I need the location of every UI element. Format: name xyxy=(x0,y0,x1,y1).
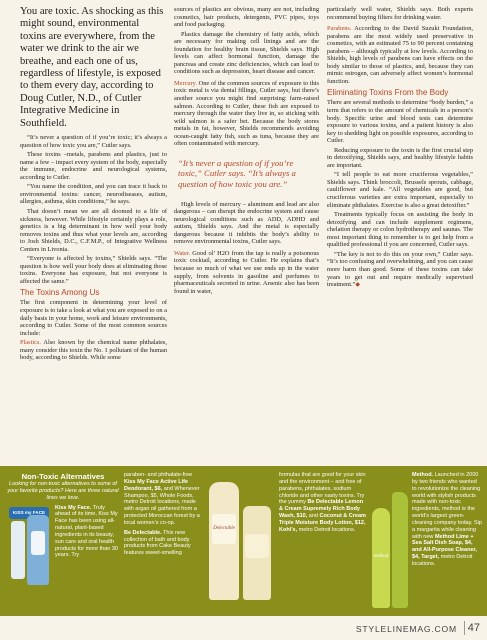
kiss-block xyxy=(7,505,119,603)
cake-products-image xyxy=(205,470,275,610)
brand-name: Be Delectable. xyxy=(124,529,162,536)
article-column-2 xyxy=(174,6,319,297)
sidebar-paragraph xyxy=(124,530,202,557)
paragraph-text: One of the common sources of exposure to this toxic metal is via dental fillings, Cutler says, but there’s another source you might find surprising: farm-raised salmon. According to Cutler, these fish are exposed to mercury through the water they live in, so sticking with wild salmon is a safer bet. Because the body stores metals in fat, however, Shields recommends avoiding ocean-caught fatty fish, such as tuna, because they are often contaminated with mercury. xyxy=(174,79,319,148)
paragraph xyxy=(327,251,473,290)
paragraph: sources of plastics are obvious, many are not, including cosmetics, hair products, detergents, PVC pipes, toys and food packaging. xyxy=(174,6,319,29)
sidebar-text: metro Detroit locations. xyxy=(297,526,356,533)
paragraph: These toxins –metals, parabens and plastics, just to name a few – impact every system of the body, especially the immune, endocrine and neurological systems, according to Cutler. xyxy=(20,151,167,181)
sidebar-column-2 xyxy=(124,472,202,560)
article-column-3 xyxy=(327,6,473,292)
paragraph xyxy=(174,80,319,148)
section-heading: The Toxins Among Us xyxy=(20,288,100,298)
paragraph: There are several methods to determine “body burden,” a term that refers to the amount of chemicals in a person’s body. Specific urine and blood tests can determine exposure to various toxins, and a patient history is also key to shedding light on possible exposures, according to Cutler. xyxy=(327,99,473,145)
paragraph xyxy=(174,250,319,295)
paragraph: Treatments typically focus on assisting the body in detoxifying and can include supplement regimens, chelation therapy or colon hydrotherapy and saunas. The most important thing to remember is to get help from a qualified professional if you are concerned, Cutler says. xyxy=(327,211,473,249)
sidebar-text: This new collection of bath and body products from Cake Beauty features sweet-smelling xyxy=(124,529,191,557)
sidebar-text: and xyxy=(307,513,320,520)
delectable-logo: Delectable xyxy=(212,514,236,544)
article-lead: You are toxic. As shocking as this might sound, environmental toxins are everywhere, from the water we drink to the air we breathe, and each one of us, regardless of lifestyle, is exposed to them every day, according to Doug Cutler, N.D., of Cutler Integrative Medicine in Southfield. xyxy=(20,6,164,129)
lotion-label-image xyxy=(245,534,269,558)
keyword: Parabens. xyxy=(327,25,352,33)
product-name: Coconut & Cream Triple Moisture Body Lotion, $12, Kohl’s, xyxy=(279,513,366,533)
method-logo: method xyxy=(373,553,389,558)
cleaner-spray-image xyxy=(392,492,408,608)
sidebar-paragraph xyxy=(279,472,367,534)
sidebar-text: formulas that are good for your skin and the environment – and free of parabens, phthalates, sodium chloride and other nasty toxins. Try the yummy xyxy=(279,472,366,506)
keyword: Mercury. xyxy=(174,79,198,87)
paragraph xyxy=(327,25,473,85)
article-column-1 xyxy=(20,6,167,364)
footer-divider xyxy=(464,621,465,635)
kiss-my-face-logo: KISS my FACE xyxy=(9,507,49,519)
sidebar-paragraph xyxy=(124,472,202,527)
paragraph: “Everyone is affected by toxins,” Shields says. “The question is how well your body does at eliminating those toxins. Everyone has exposure, but not everyone is affected the same.” xyxy=(20,255,167,285)
product-name: Method Lime + Sea Salt Dish Soap, $4, and All-Purpose Cleaner, $4, Target, xyxy=(412,533,477,561)
sidebar-column-1 xyxy=(7,472,119,603)
product-name: Kiss My Face Active Life Deodorant, $6, xyxy=(124,478,188,492)
pull-quote: “It’s never a question of if you’re toxic,” Cutler says. “It’s always a question of how toxic you are.” xyxy=(178,157,296,190)
paragraph: The first component in determining your level of exposure is to take a look at what you are exposed to on a daily basis in your home, work and leisure environments, according to Cutler. Some of the most common sources include: xyxy=(20,299,167,337)
paragraph xyxy=(20,339,167,362)
keyword: Plastics. xyxy=(20,339,41,347)
kiss-text xyxy=(55,505,119,560)
paragraph: “It’s never a question of if you’re toxic; it’s always a question of how toxic you are,” Cutler says. xyxy=(20,134,167,149)
brand-name: Kiss My Face. xyxy=(55,504,92,511)
method-products-image xyxy=(370,472,410,612)
sidebar-box xyxy=(0,466,487,616)
paragraph: High levels of mercury – aluminum and lead are also dangerous – can disrupt the endocrine system and cause neurological conditions such as ADD, ADHD and autism, Shields says. And the metal is especially dangerous because it inhibits the body’s ability to remove environmental toxins, Cutler says. xyxy=(174,200,319,246)
sidebar-text: paraben- and phthalate-free xyxy=(124,472,193,478)
paragraph: Reducing exposure to the toxin is the first crucial step in detoxifying, Shields says, and healthy lifestyle habits are important. xyxy=(327,146,473,169)
sidebar-text: Truly ahead of its time, Kiss My Face has been using all-natural, plant-based ingredients in its beauty, sun care and oral health products for more than 30 years. Try xyxy=(55,504,118,559)
sidebar-subtitle: Looking for non-toxic alternatives to some of your favorite products? Here are three natural lines we love. xyxy=(7,481,119,501)
product-name: Be Delectable Lemon & Cream Supremely Rich Body Wash, $10, xyxy=(279,499,364,520)
paragraph: particularly well water, Shields says. Both experts recommend buying filters for drinking water. xyxy=(327,6,473,21)
shampoo-label-image xyxy=(31,531,45,555)
page-footer xyxy=(0,616,487,640)
keyword: Water. xyxy=(174,249,191,257)
section-heading: Eliminating Toxins From the Body xyxy=(327,88,449,98)
sidebar-title: Non-Toxic Alternatives xyxy=(21,472,105,481)
end-mark-icon: ◆ xyxy=(355,282,360,289)
paragraph-text: According to the David Suzuki Foundation, parabens are the most widely used preservative in cosmetics, with an estimated 75 to 90 percent containing parabens – although typically at low levels. According to Shields, high levels of parabens can have effects on the body similar to those of plastics, and, because they can mimic estrogen, can adversely affect women’s hormonal function. xyxy=(327,25,473,85)
sidebar-text: Launched in 2000 by two friends who wanted to revolutionize the cleaning world with stylish products made with non-toxic ingredients, method is the world’s largest green-cleaning company today. Sip a margarita while cleaning with new xyxy=(412,472,482,540)
kiss-products-image xyxy=(7,507,51,597)
sidebar-text: metro Detroit locations. xyxy=(412,554,473,567)
paragraph: “I tell people to eat more cruciferous vegetables,” Shields says. Think broccoli, Brussels sprouts, cabbage, cauliflower and kale. “All vegetables are good, but cruciferous varieties are extra important, especially to eliminate phthalates. Exercise is also a great detoxifier.” xyxy=(327,171,473,209)
deodorant-image xyxy=(11,521,25,579)
sidebar-column-4 xyxy=(412,472,482,571)
paragraph: That doesn’t mean we are all doomed to a life of sickness, however. While lifestyle certainly plays a role, genetics is a big determinant in how well your body removes toxins and thus what your levels are, according to Josh Shields, D.C., C.F.M.P., of Integrative Wellness Centers in Livonia. xyxy=(20,207,167,253)
paragraph: Plastics damage the chemistry of fatty acids, which are necessary for making cell linings and are the foundation for healthy brain tissue, Shields says. High levels can affect hormonal function, damage the pancreas and create zinc deficiencies, which can lead to conditions such as depression, heart disease and cancer. xyxy=(174,30,319,76)
sidebar-column-3 xyxy=(279,472,367,537)
paragraph-text: “The key is not to do this on your own,” Cutler says. “It’s too confusing and overwhelming, and you can cause more harm than good. Some of these toxins can take years to get out and require medically supervised treatment.” xyxy=(327,250,473,289)
sidebar-paragraph xyxy=(412,472,482,568)
footer-website: STYLELINEMAG.COM xyxy=(355,624,457,634)
paragraph-text: Also known by the chemical name phthalates, many consider this toxin the No. 1 pollutant of the human body, according to Shields. While some xyxy=(20,339,167,362)
paragraph-text: Good ol’ H2O from the tap is really a poisonous toxic cocktail, according to Cutler. He explains that’s because so much of what we use ends up in the water supply, from solvents in gasoline and perfumes to pharmaceuticals secreted in urine. Arsenic also has been found in water, xyxy=(174,249,319,295)
brand-name: Method. xyxy=(412,472,434,478)
sidebar-text: and Whenever Shampoo, $5, Whole Foods, metro Detroit locations, made with argan oil gathered from a protected Moroccan forest by a local women’s co-op. xyxy=(124,485,200,526)
page-number: 47 xyxy=(467,622,480,634)
paragraph: “You name the condition, and you can trace it back to environmental toxins: cancer, neurodiseases, autism, allergies, asthma, skin conditions,” he says. xyxy=(20,183,167,206)
